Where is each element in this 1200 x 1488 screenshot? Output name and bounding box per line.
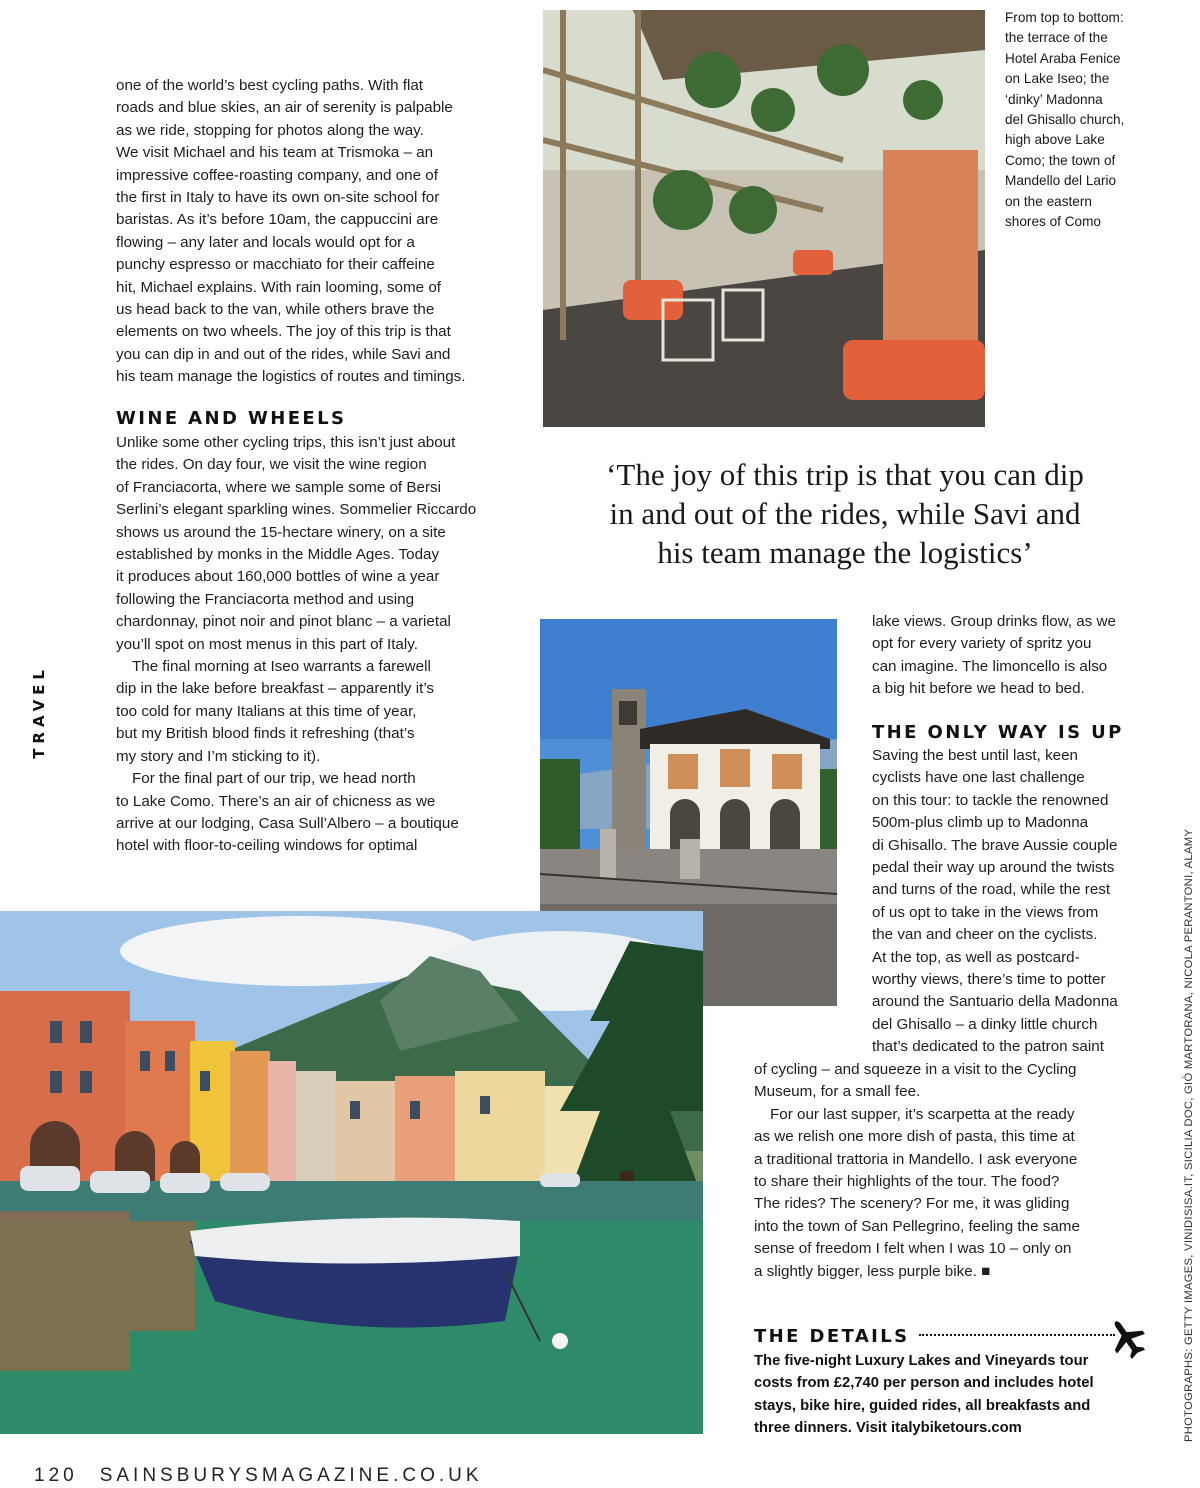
photo-hotel-terrace — [543, 10, 985, 427]
text-line: costs from £2,740 per person and includes hotel — [754, 1375, 1094, 1392]
text-line: Serlini’s elegant sparkling wines. Sommelier Riccardo — [116, 501, 477, 519]
col2-p3 — [754, 1104, 1154, 1283]
text-line: the first in Italy to have its own on-site school for — [116, 189, 440, 207]
col1-p4 — [116, 768, 516, 858]
col1-p1 — [116, 75, 516, 389]
text-line: Mandello del Lario — [1005, 173, 1117, 189]
pull-quote-lines — [560, 455, 1130, 572]
section-label-travel: TRAVEL — [30, 665, 48, 759]
text-line: sense of freedom I felt when I was 10 – only on — [754, 1240, 1072, 1258]
text-line: From top to bottom: — [1005, 10, 1124, 25]
text-line: you’ll spot on most menus in this part of Italy. — [116, 635, 418, 653]
text-line: flowing – any later and locals would opt for a — [116, 233, 415, 251]
text-line: to share their highlights of the tour. The food? — [754, 1173, 1060, 1191]
text-line: his team manage the logistics’ — [657, 535, 1033, 570]
text-line: in and out of the rides, while Savi and — [609, 496, 1081, 531]
text-line: opt for every variety of spritz you — [872, 635, 1092, 653]
col2-p1 — [872, 611, 1152, 701]
text-line: del Ghisallo – a dinky little church — [872, 1015, 1098, 1033]
text-line: established by monks in the Middle Ages. Today — [116, 546, 440, 564]
text-line: Museum, for a small fee. — [754, 1083, 921, 1101]
text-line: too cold for many Italians at this time of year, — [116, 702, 417, 720]
text-line: a traditional trattoria in Mandello. I ask everyone — [754, 1150, 1078, 1168]
text-line: stays, bike hire, guided rides, all breakfasts and — [754, 1397, 1091, 1414]
text-line: of Franciacorta, where we sample some of Bersi — [116, 478, 441, 496]
text-line: chardonnay, pinot noir and pinot blanc – a varietal — [116, 613, 451, 631]
text-line: on Lake Iseo; the — [1005, 71, 1110, 87]
text-line: three dinners. Visit italybiketours.com — [754, 1420, 1022, 1437]
text-line: of us opt to take in the views from — [872, 903, 1099, 921]
text-line: elements on two wheels. The joy of this trip is that — [116, 323, 451, 341]
text-line: it produces about 160,000 bottles of wine a year — [116, 568, 440, 586]
photo-caption — [1005, 8, 1175, 232]
text-line: Hotel Araba Fenice — [1005, 50, 1121, 66]
text-line: the van and cheer on the cyclists. — [872, 926, 1098, 944]
text-line: arrive at our lodging, Casa Sull’Albero – a boutique — [116, 814, 459, 832]
text-line: high above Lake — [1005, 132, 1105, 148]
pull-quote — [560, 455, 1130, 572]
text-line: the rides. On day four, we visit the wine region — [116, 456, 427, 474]
text-line: as we relish one more dish of pasta, this time at — [754, 1128, 1075, 1146]
page-footer — [34, 1465, 483, 1487]
text-line: and turns of the road, while the rest — [872, 881, 1111, 899]
text-line: roads and blue skies, an air of serenity is palpable — [116, 99, 453, 117]
text-line: a slightly bigger, less purple bike. ■ — [754, 1262, 991, 1280]
text-line: baristas. As it’s before 10am, the cappuccini are — [116, 211, 439, 229]
text-line: to Lake Como. There’s an air of chicness as we — [116, 792, 436, 810]
text-line: can imagine. The limoncello is also — [872, 657, 1108, 675]
text-line: di Ghisallo. The brave Aussie couple — [872, 836, 1118, 854]
text-line: Saving the best until last, keen — [872, 747, 1079, 764]
text-line: into the town of San Pellegrino, feeling the same — [754, 1217, 1080, 1235]
text-line: We visit Michael and his team at Trismoka – an — [116, 144, 434, 162]
col1-p3 — [116, 656, 516, 768]
text-line: punchy espresso or macchiato for their caffeine — [116, 256, 435, 274]
details-dotted-line — [919, 1334, 1115, 1336]
text-line: For the final part of our trip, we head north — [132, 770, 416, 788]
heading-only-way-is-up: THE ONLY WAY IS UP — [872, 722, 1124, 743]
text-line: The final morning at Iseo warrants a farewell — [132, 658, 431, 676]
text-line: hit, Michael explains. With rain looming, some of — [116, 278, 441, 296]
col1-p2 — [116, 432, 516, 656]
text-line: his team manage the logistics of routes and timings. — [116, 368, 466, 386]
details-lines — [754, 1350, 1154, 1440]
text-line: pedal their way up around the twists — [872, 859, 1115, 877]
text-line: lake views. Group drinks flow, as we — [872, 613, 1116, 630]
column-2-top — [872, 611, 1152, 701]
col2-p2-wide — [754, 1059, 1154, 1104]
text-line: following the Franciacorta method and using — [116, 590, 415, 608]
text-line: on the eastern — [1005, 193, 1092, 209]
caption-lines — [1005, 8, 1175, 232]
text-line: the terrace of the — [1005, 30, 1108, 46]
text-line: ‘dinky’ Madonna — [1005, 91, 1103, 107]
text-line: but my British blood finds it refreshing (that’s — [116, 725, 415, 743]
text-line: shows us around the 15-hectare winery, on a site — [116, 523, 446, 541]
column-1-intro — [116, 75, 516, 389]
text-line: hotel with floor-to-ceiling windows for optimal — [116, 837, 418, 855]
text-line: For our last supper, it’s scarpetta at the ready — [770, 1105, 1075, 1123]
text-line: a big hit before we head to bed. — [872, 680, 1085, 698]
col2-p2 — [872, 745, 1162, 1059]
text-line: you can dip in and out of the rides, while Savi and — [116, 345, 451, 363]
text-line: as we ride, stopping for photos along the way. — [116, 121, 424, 139]
text-line: cyclists have one last challenge — [872, 769, 1085, 787]
page-number: 120 — [34, 1465, 78, 1486]
photo-credits: PHOTOGRAPHS: GETTY IMAGES, VINIDISISA.IT, SICILIA DOC, GIÒ MARTORANA, NICOLA PERANTONI, ALAMY — [1183, 828, 1195, 1442]
column-2-wide — [754, 1059, 1154, 1283]
text-line: of cycling – and squeeze in a visit to the Cycling — [754, 1061, 1077, 1078]
text-line: that’s dedicated to the patron saint — [872, 1038, 1104, 1056]
heading-the-details: THE DETAILS — [754, 1326, 910, 1347]
text-line: shores of Como — [1005, 214, 1101, 230]
text-line: ‘The joy of this trip is that you can dip — [606, 457, 1084, 492]
details-text — [754, 1350, 1154, 1440]
column-2-up — [872, 745, 1162, 1059]
text-line: At the top, as well as postcard- — [872, 948, 1080, 966]
text-line: del Ghisallo church, — [1005, 112, 1125, 128]
text-line: worthy views, there’s time to potter — [872, 971, 1106, 989]
text-line: impressive coffee-roasting company, and one of — [116, 166, 438, 184]
text-line: one of the world’s best cycling paths. With flat — [116, 77, 423, 94]
text-line: dip in the lake before breakfast – apparently it’s — [116, 680, 435, 698]
photo-mandello-del-lario — [0, 911, 703, 1434]
text-line: us head back to the van, while others brave the — [116, 301, 435, 319]
text-line: Como; the town of — [1005, 152, 1116, 168]
text-line: Unlike some other cycling trips, this isn’t just about — [116, 434, 456, 451]
text-line: 500m-plus climb up to Madonna — [872, 814, 1089, 832]
heading-wine-and-wheels: WINE AND WHEELS — [116, 408, 347, 429]
text-line: The five-night Luxury Lakes and Vineyards tour — [754, 1353, 1089, 1369]
text-line: on this tour: to tackle the renowned — [872, 791, 1109, 809]
text-line: The rides? The scenery? For me, it was gliding — [754, 1195, 1070, 1213]
column-1-wine — [116, 432, 516, 858]
magazine-website: SAINSBURYSMAGAZINE.CO.UK — [99, 1465, 483, 1486]
text-line: around the Santuario della Madonna — [872, 993, 1118, 1011]
text-line: my story and I’m sticking to it). — [116, 747, 321, 765]
